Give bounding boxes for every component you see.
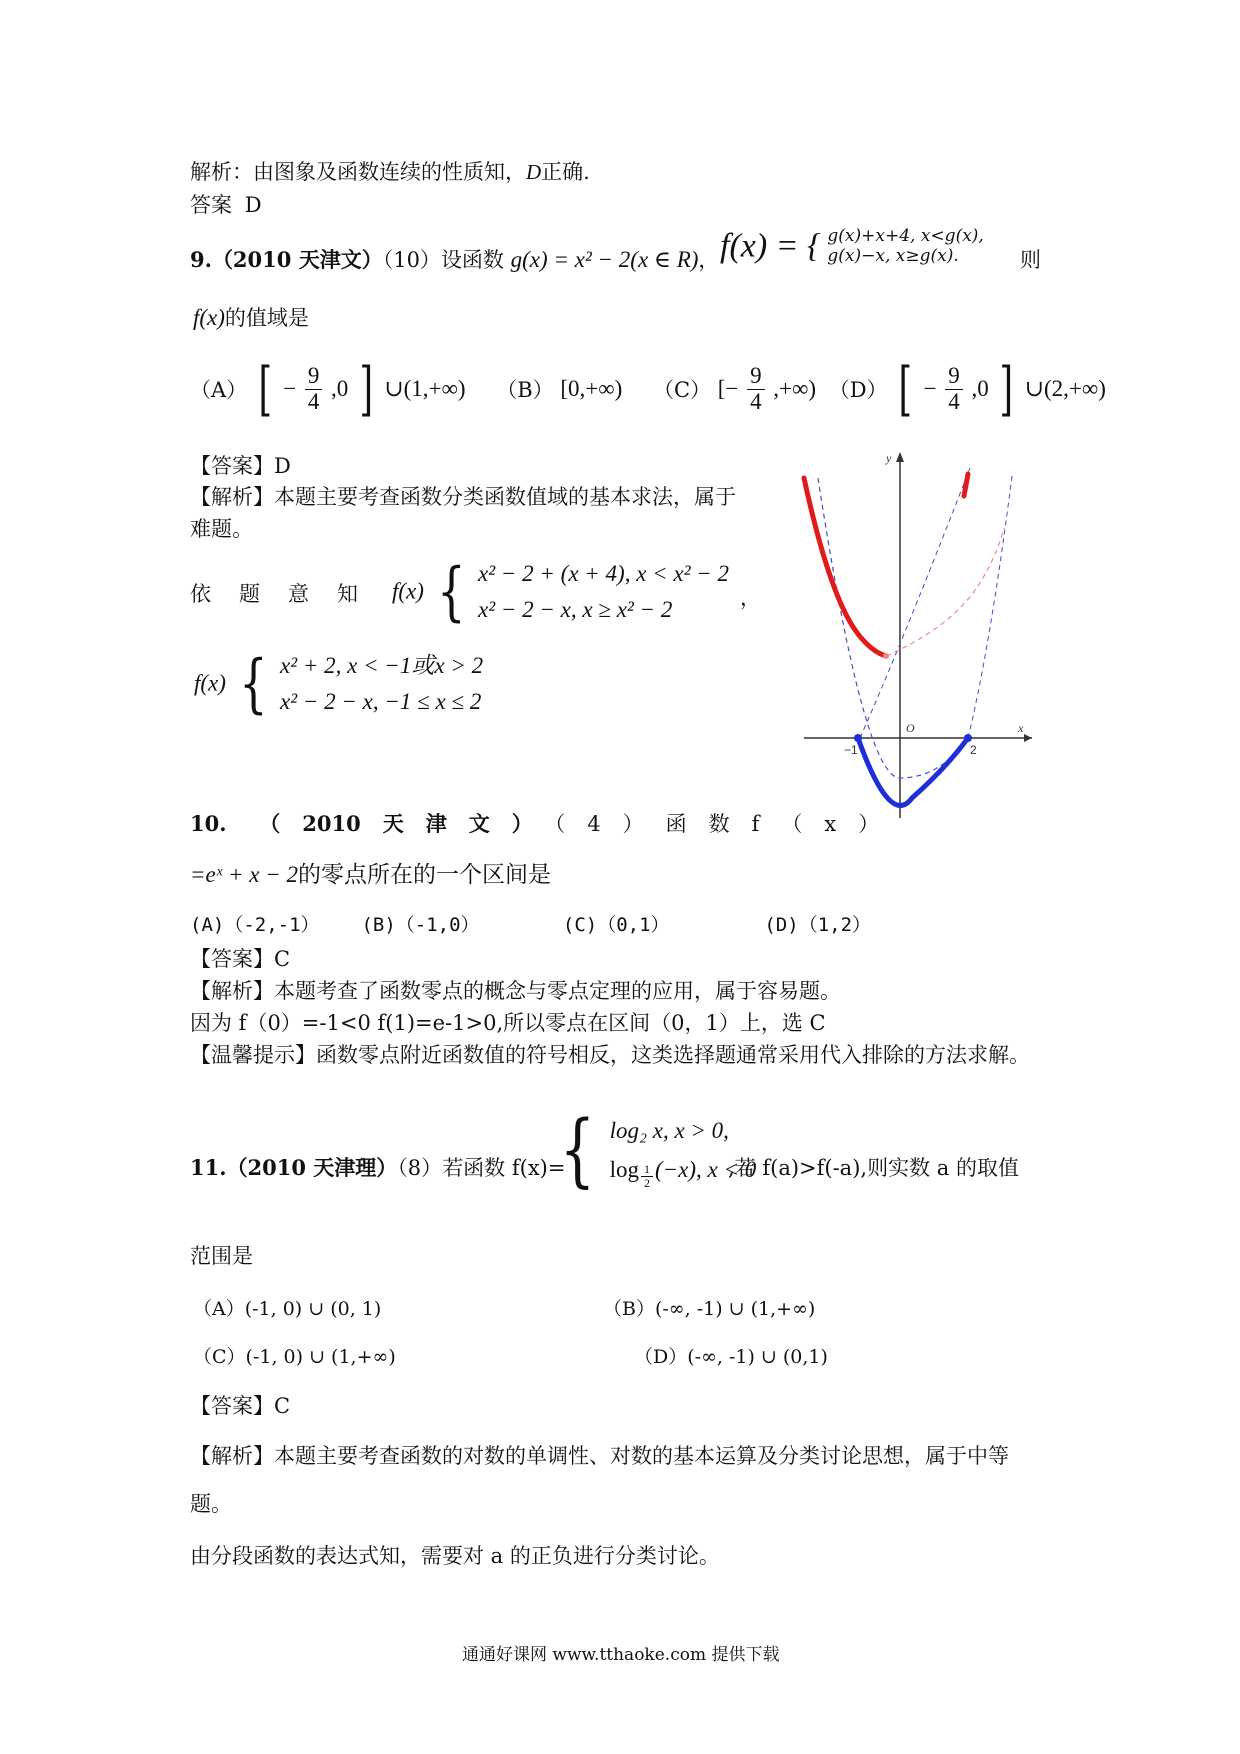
q10-option-c-value: （0,1）: [597, 914, 670, 936]
q10-answer-label: 【答案】: [190, 947, 274, 971]
q11-source: （2010 天津理）: [226, 1155, 398, 1180]
q9-f-case2: g(x)−x, x≥g(x).: [827, 246, 959, 267]
q9-word-2: 题: [239, 582, 260, 606]
q10-src-13: x: [824, 812, 837, 836]
q10-option-d-label: (D): [764, 914, 799, 936]
q10-src-7: 4: [587, 812, 601, 836]
q9-f-label: f(x) = {: [720, 227, 821, 265]
q9-piece1-comma: ，: [740, 586, 761, 610]
q9-index: （10）: [382, 248, 441, 272]
q10-option-b: [361, 910, 551, 937]
q9-option-d-rbracket: ]: [999, 355, 1014, 423]
q10-analysis-text: 本题考查了函数零点的概念与零点定理的应用，属于容易题。: [274, 979, 841, 1003]
q9-answer-label: 【答案】: [190, 454, 274, 478]
q11-option-b: （B）(-∞, -1) ∪ (1,+∞): [603, 1298, 816, 1320]
graph-red-branch-right: [964, 474, 968, 496]
q10-src-2: 天: [382, 811, 404, 836]
q9-number: 9.: [190, 247, 212, 272]
q9-option-a-rest: ∪(1,+∞): [384, 376, 466, 401]
q10-stem-line1: [190, 808, 879, 838]
prev-answer-value: D: [244, 193, 262, 217]
q9-piece2: [194, 648, 483, 719]
q9-fx: f(x): [193, 305, 225, 330]
q10-src-14: ）: [858, 812, 880, 836]
q10-src-8: ）: [622, 812, 644, 836]
q10-option-a-label: (A): [190, 914, 225, 936]
q9-then: 则: [1020, 248, 1041, 272]
q11-piecewise: [552, 1103, 757, 1196]
q10-src-6: （: [554, 812, 566, 836]
q10-option-a-value: （-2,-1）: [224, 914, 320, 936]
graph-red-endpoint: [883, 653, 889, 659]
q9-piece1-line1: x² − 2 + (x + 4), x < x² − 2: [478, 561, 730, 586]
q9-piece2-line2: x² − 2 − x, −1 ≤ x ≤ 2: [280, 688, 482, 714]
q10-tip-line: [190, 1039, 1030, 1069]
q11-case2-rest: (−x), x < 0: [654, 1156, 757, 1182]
q9-piece1: [392, 556, 729, 627]
q10-option-b-label: (B): [361, 914, 396, 936]
q9-analysis-line1: [190, 481, 736, 511]
q9-f-case1: g(x)+x+4, x<g(x),: [827, 226, 984, 246]
prev-analysis-var: D: [526, 160, 542, 184]
graph-origin-label: O: [906, 721, 915, 735]
q9-piece1-line2: x² − 2 − x, x ≥ x² − 2: [478, 596, 673, 622]
q9-option-d-minus: −: [923, 376, 937, 401]
q9-option-a-lbracket: [: [258, 355, 272, 423]
q9-option-d-num: 9: [945, 364, 963, 389]
q11-case2-log: log: [609, 1156, 639, 1182]
q10-option-d: [764, 914, 871, 936]
graph-tick-2: 2: [970, 743, 977, 757]
q9-option-a-den: 4: [307, 388, 320, 414]
q10-src-0: （: [259, 811, 281, 836]
q11-answer-label: 【答案】: [190, 1394, 274, 1418]
graph-blue-point-2: [964, 734, 972, 742]
q9-option-c-num: 9: [747, 364, 765, 389]
q9-piece2-cases: [280, 648, 483, 719]
q9-option-a-minus: −: [283, 376, 297, 401]
q10-reason-line: 因为 f（0）=-1<0 f(1)=e-1>0,所以零点在区间（0，1）上，选 C: [190, 1011, 826, 1035]
q10-tip-label: 【温馨提示】: [190, 1043, 316, 1067]
prev-analysis-text-a: 由图象及函数连续的性质知，: [253, 160, 526, 184]
q9-option-d-rest: ∪(2,+∞): [1024, 376, 1106, 401]
q11-stem-a: [190, 1152, 565, 1182]
q10-stem-line2: [190, 856, 551, 889]
q11-analysis-text1: 本题主要考查函数的对数的单调性、对数的基本运算及分类讨论思想，属于中等: [274, 1444, 1009, 1468]
q9-options: [190, 355, 1106, 423]
graph-dashed-parabola-left: [818, 478, 968, 778]
q9-piece2-fx: f(x): [194, 670, 226, 696]
q11-option-d: （D）(-∞, -1) ∪ (0,1): [634, 1346, 828, 1368]
q11-analysis-line1: [190, 1440, 1009, 1470]
graph-red-branch-left: [804, 478, 886, 656]
q11-stem-b: ,若 f(a)>f(-a),则实数 a 的取值: [728, 1156, 1019, 1180]
q10-option-a: [190, 910, 350, 937]
q9-option-a-label: （A）: [190, 378, 248, 402]
q11-answer-line: [190, 1390, 290, 1420]
q9-option-d-label: （D）: [828, 378, 888, 402]
q10-option-c: [563, 910, 753, 937]
graph-y-label: y: [886, 451, 892, 465]
graph-dashed-red: [886, 528, 1004, 656]
q11-analysis-label: 【解析】: [190, 1444, 274, 1468]
q9-piece1-fx: f(x): [392, 578, 424, 604]
q9-word-1: 依: [190, 582, 211, 606]
prev-analysis-text-b: 正确.: [541, 160, 590, 184]
q9-source: （2010 天津文）: [211, 247, 383, 272]
q9-stem-a: 设函数: [440, 248, 504, 272]
graph-dashed-line-far: [968, 476, 1012, 738]
q10-analysis-label: 【解析】: [190, 979, 274, 1003]
q9-answer-value: D: [274, 454, 291, 478]
graph-dashed-line-right: [860, 468, 970, 738]
q10-stem-rest: 的零点所在的一个区间是: [297, 862, 551, 888]
q9-option-c-label: （C）: [652, 378, 712, 402]
graph-tick-neg1: −1: [844, 743, 858, 757]
q9-stem: [190, 244, 719, 274]
q9-piece2-brace: {: [238, 646, 268, 721]
q9-option-d-frac: [945, 364, 963, 413]
q9-g-def: g(x) = x² − 2(x ∈ R): [510, 247, 699, 272]
q9-analysis-line2: 难题。: [190, 517, 253, 541]
q11-last-line: 由分段函数的表达式知，需要对 a 的正负进行分类讨论。: [190, 1544, 720, 1568]
prev-analysis-line: [190, 156, 590, 186]
q10-expr: =eˣ + x − 2: [190, 862, 298, 887]
q10-option-d-value: （1,2）: [798, 914, 872, 936]
q11-case2-sub: [641, 1163, 653, 1189]
q10-option-b-value: （-1,0）: [395, 914, 480, 936]
q9-graph: [800, 448, 1040, 818]
q9-piece1-brace: {: [436, 554, 466, 629]
page-footer: 通通好课网 www.tthaoke.com 提供下载: [462, 1645, 780, 1665]
graph-blue-parabola: [858, 738, 968, 806]
q9-f-def: [720, 226, 984, 267]
prev-answer-label: 答案: [190, 193, 232, 217]
q9-option-c-rest: ,+∞): [773, 376, 817, 401]
q9-option-a-zero: ,0: [331, 376, 349, 401]
q9-piece1-cases: [478, 556, 729, 627]
q10-analysis-line: [190, 975, 841, 1005]
q11-brace: {: [559, 1103, 596, 1196]
graph-blue-point-neg1: [854, 734, 862, 742]
q11-case2-sub-den: 2: [643, 1175, 650, 1190]
q10-tip-text: 函数零点附近函数值的符号相反，这类选择题通常采用代入排除的方法求解。: [316, 1043, 1030, 1067]
q10-src-9: 函: [665, 812, 687, 836]
prev-answer-line: [190, 189, 262, 219]
q11-case2-sub-num: 1: [641, 1163, 653, 1177]
graph-y-arrow: [896, 452, 904, 462]
q9-stem-line2: [193, 302, 309, 332]
q9-option-c-prefix: [−: [717, 376, 739, 401]
q9-option-a-frac: [305, 364, 323, 413]
q10-src-4: 文: [468, 811, 490, 836]
prev-analysis-label: 解析：: [190, 160, 253, 184]
q9-comma: ，: [698, 248, 720, 272]
q9-meaning-words: [190, 578, 358, 608]
q10-src-5: ）: [511, 811, 533, 836]
q11-option-c: （C）(-1, 0) ∪ (1,+∞): [193, 1346, 396, 1368]
q10-src-10: 数: [708, 812, 730, 836]
q9-option-d-zero: ,0: [971, 376, 989, 401]
q10-option-c-label: (C): [562, 914, 598, 936]
q10-number: 10.: [190, 811, 227, 836]
q9-option-c-frac: [747, 364, 765, 413]
q10-src-1: 2010: [302, 811, 361, 836]
q11-answer-value: C: [274, 1394, 291, 1418]
q11-stem-c: 范围是: [190, 1244, 253, 1268]
q9-piece2-line1: x² + 2, x < −1或x > 2: [280, 653, 484, 678]
q9-range-text: 的值域是: [224, 306, 309, 330]
q9-option-c-den: 4: [750, 388, 762, 414]
q11-index: （8）: [397, 1156, 443, 1180]
q10-src-11: f: [751, 812, 760, 836]
q10-options: [190, 910, 871, 937]
q9-analysis-label: 【解析】: [190, 485, 274, 509]
q9-option-b-label: （B）: [496, 378, 554, 402]
q9-answer-line: [190, 450, 291, 480]
q9-option-d-lbracket: [: [898, 355, 913, 423]
q10-src-3: 津: [425, 811, 447, 836]
q11-stem-a-text: 若函数 f(x)=: [442, 1156, 566, 1180]
q9-option-a-rbracket: ]: [359, 355, 374, 423]
q11-number: 11.: [190, 1155, 227, 1180]
q11-case1: log₂ x, x > 0,: [609, 1117, 729, 1143]
q9-option-d-den: 4: [948, 388, 960, 414]
q9-word-3: 意: [288, 582, 309, 606]
q11-analysis-line2: 题。: [190, 1492, 232, 1516]
q9-analysis-text1: 本题主要考查函数分类函数值域的基本求法，属于: [274, 485, 736, 509]
q9-option-b-value: [0,+∞): [560, 376, 623, 401]
graph-x-arrow: [1024, 734, 1032, 742]
q10-answer-value: C: [274, 947, 291, 971]
q9-word-4: 知: [337, 582, 358, 606]
q10-answer-line: [190, 943, 290, 973]
q10-src-12: （: [781, 812, 803, 836]
q9-f-cases: [827, 226, 983, 267]
q11-option-a: （A）(-1, 0) ∪ (0, 1): [193, 1298, 382, 1320]
graph-x-label: x: [1018, 721, 1024, 735]
q9-option-a-num: 9: [305, 364, 323, 389]
